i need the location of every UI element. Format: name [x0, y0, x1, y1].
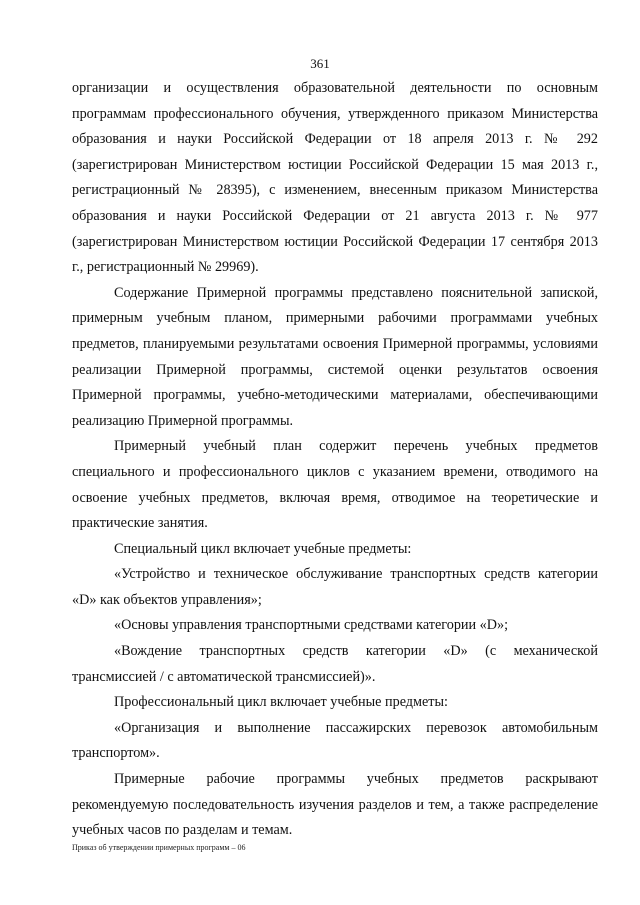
paragraph-5: «Устройство и техническое обслуживание транспортных средств категории «D» как объектов управления»; [72, 566, 598, 608]
paragraph-4: Специальный цикл включает учебные предметы: [114, 540, 412, 557]
page-number: 361 [310, 56, 330, 71]
paragraph-9: «Организация и выполнение пассажирских перевозок автомобильным транспортом». [72, 719, 598, 762]
paragraph-2: Содержание Примерной программы представлено пояснительной запиской, примерным учебным планом, примерными рабочими программами учебных предметов, планируемыми результатами освоения Примерной программы, условиями реализации Примерной программы, системой оценки результатов освоения Примерной программы, учебно-методическими материалами, обеспечивающими реализацию Примерной программы. [72, 284, 598, 429]
paragraph-7: «Вождение транспортных средств категории «D» (с механической трансмиссией / с автоматической трансмиссией)». [72, 643, 598, 685]
page-footer: Приказ об утверждении примерных программ – 06 [72, 843, 246, 852]
paragraph-3: Примерный учебный план содержит перечень учебных предметов специального и профессионального циклов с указанием времени, отводимого на освоение учебных предметов, включая время, отводимое на теоретические и практические занятия. [72, 438, 598, 532]
paragraph-8: Профессиональный цикл включает учебные предметы: [114, 694, 448, 711]
paragraph-10: Примерные рабочие программы учебных предметов раскрывают рекомендуемую последовательность изучения разделов и тем, а также распределение учебных часов по разделам и темам. [72, 771, 598, 839]
paragraph-1: организации и осуществления образовательной деятельности по основным программам профессионального обучения, утвержденного приказом Министерства образования и науки Российской Федерации от 18 апреля 2013 г. № 292 (зарегистрирован Министерством юстиции Российской Федерации 15 мая 2013 г., регистрационный № 28395), с изменением, внесенным приказом Министерства образования и науки Российской Федерации от 21 августа 2013 г. № 977 (зарегистрирован Министерством юстиции Российской Федерации 17 сентября 2013 г., регистрационный № 29969). [72, 80, 598, 276]
paragraph-6: «Основы управления транспортными средствами категории «D»; [114, 617, 509, 634]
document-body [72, 76, 598, 844]
